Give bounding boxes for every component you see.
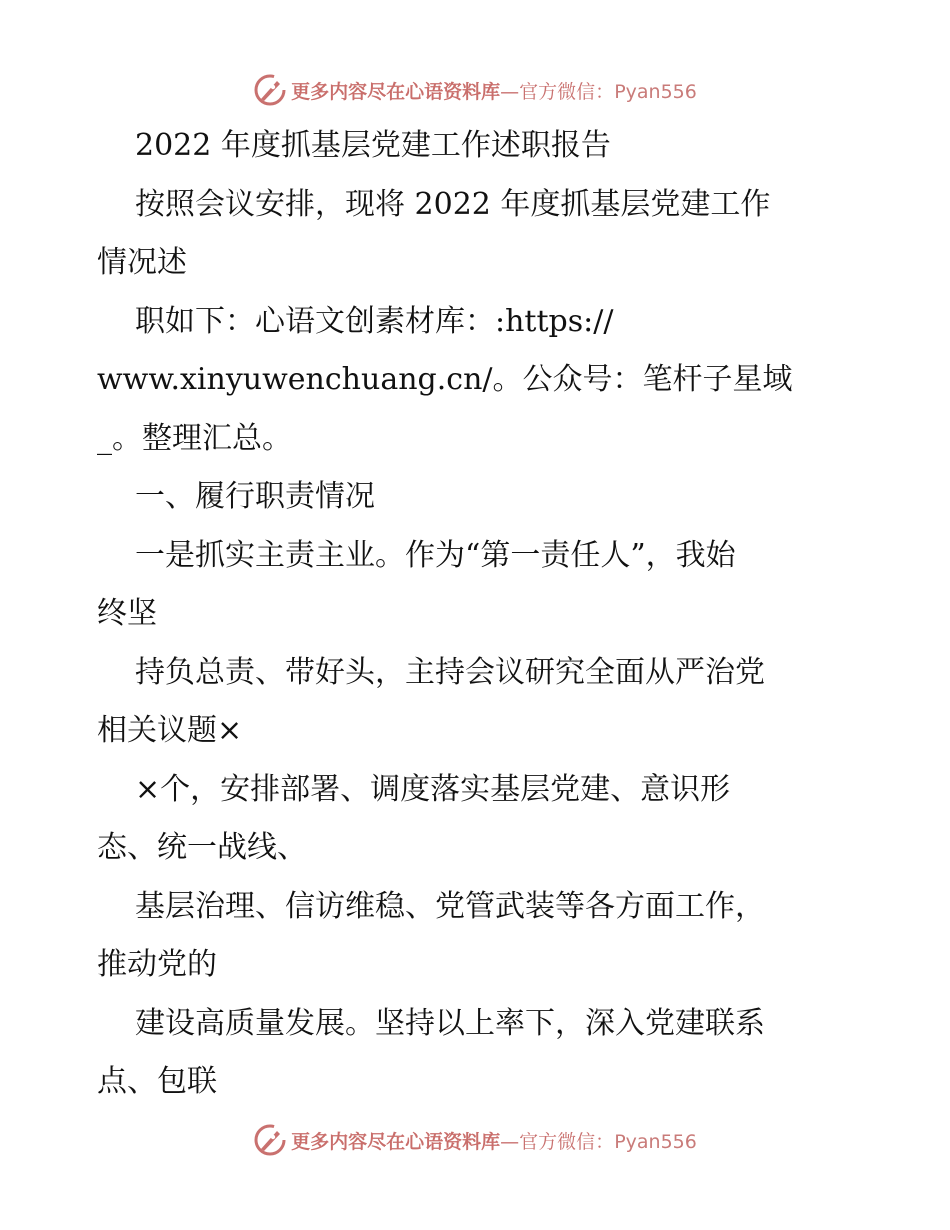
paragraph-line: 建设高质量发展。坚持以上率下，深入党建联系 xyxy=(135,1005,765,1041)
document-body xyxy=(97,117,857,1112)
paragraph-line: 一是抓实主责主业。作为“第一责任人”，我始 xyxy=(135,537,736,573)
paragraph-line: 职如下：心语文创素材库：:https:// xyxy=(135,303,614,339)
paragraph-line: 相关议题× xyxy=(97,713,243,748)
paragraph-line: 点、包联 xyxy=(97,1064,217,1099)
paragraph-line: 按照会议安排，现将 2022 年度抓基层党建工作 xyxy=(135,186,771,222)
paragraph-line: 情况述 xyxy=(97,245,187,280)
paragraph-line: 推动党的 xyxy=(97,947,217,982)
paragraph-line: 终坚 xyxy=(97,596,157,631)
watermark-text: 更多内容尽在心语资料库—官方微信：Pyan556 xyxy=(291,80,697,103)
footer-watermark-banner xyxy=(0,1120,950,1160)
paragraph-line: ×个，安排部署、调度落实基层党建、意识形 xyxy=(135,771,731,807)
quill-logo-icon xyxy=(253,73,287,107)
header-watermark-banner xyxy=(0,70,950,110)
paragraph-line: 基层治理、信访维稳、党管武装等各方面工作， xyxy=(135,888,765,924)
paragraph-line: www.xinyuwenchuang.cn/。公众号：笔杆子星域 xyxy=(97,362,793,397)
paragraph-line: 态、统一战线、 xyxy=(97,830,307,865)
document-title: 2022 年度抓基层党建工作述职报告 xyxy=(135,128,611,163)
section-heading: 一、履行职责情况 xyxy=(135,479,375,514)
paragraph-line: 持负总责、带好头，主持会议研究全面从严治党 xyxy=(135,654,765,690)
quill-logo-icon xyxy=(253,1123,287,1157)
watermark-text: 更多内容尽在心语资料库—官方微信：Pyan556 xyxy=(291,1130,697,1153)
paragraph-line: _。整理汇总。 xyxy=(97,420,292,456)
